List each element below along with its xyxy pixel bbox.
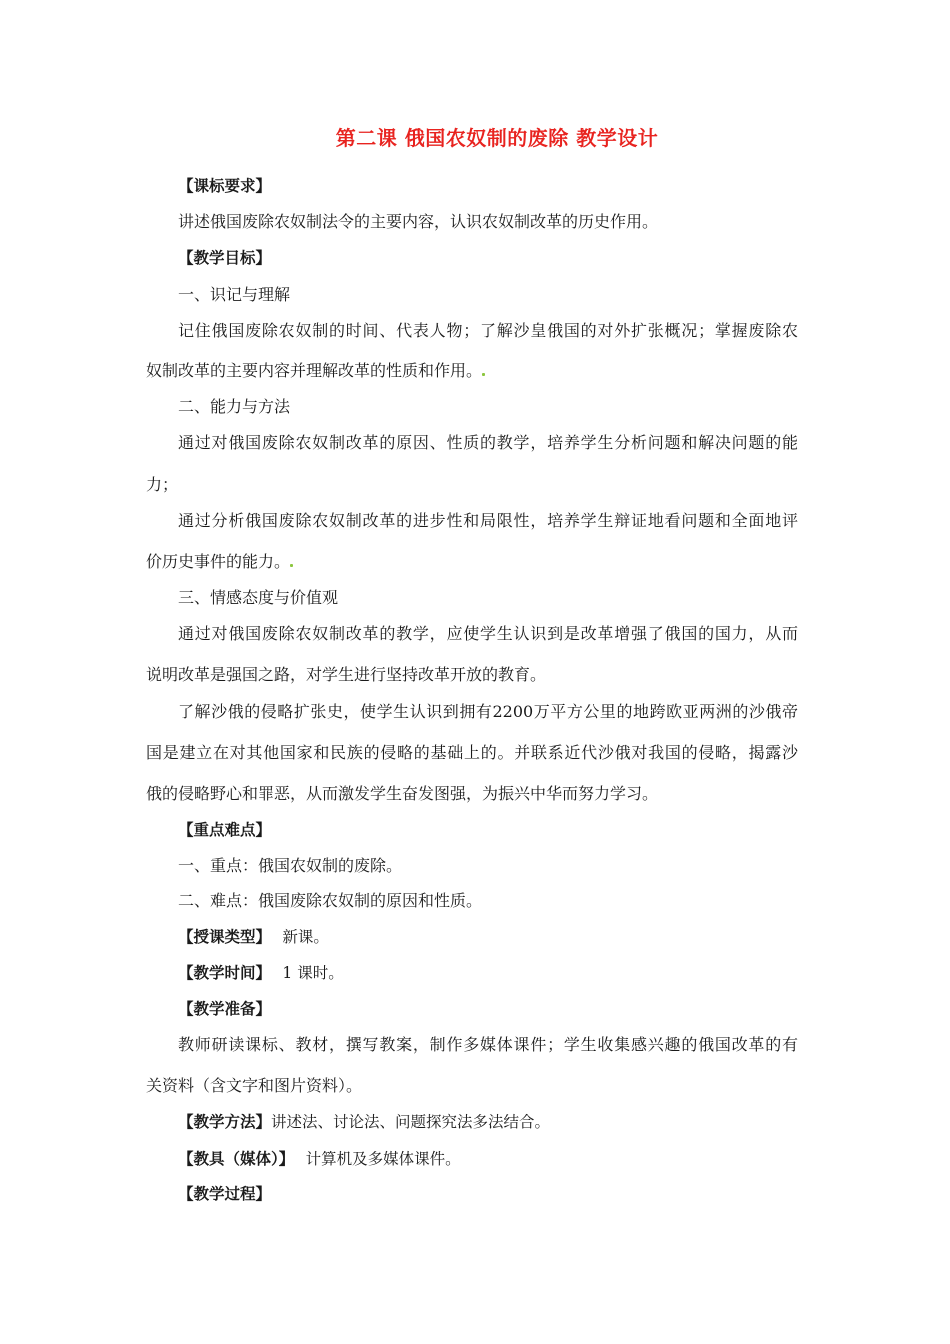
heading-preparation: 【教学准备】	[178, 1000, 272, 1018]
goal2-p1-line1: 通过对俄国废除农奴制改革的原因、性质的教学，培养学生分析问题和解决问题的能	[178, 433, 798, 452]
prep-line2: 关资料（含文字和图片资料）。	[146, 1076, 363, 1095]
heading-process: 【教学过程】	[178, 1185, 272, 1203]
lesson-type-value: 新课。	[282, 928, 329, 946]
goal3-p1-line2: 说明改革是强国之路，对学生进行坚持改革开放的教育。	[146, 665, 547, 684]
goal3-p2-line1: 了解沙俄的侵略扩张史，使学生认识到拥有2200万平方公里的地跨欧亚两洲的沙俄帝	[178, 702, 798, 721]
heading-method: 【教学方法】	[178, 1113, 272, 1131]
goal1-line2-wrap	[146, 360, 485, 382]
key-point: 一、重点：俄国农奴制的废除。	[178, 856, 403, 875]
heading-goals: 【教学目标】	[178, 249, 272, 267]
lesson-time-value: 1 课时。	[282, 964, 344, 982]
prep-line1: 教师研读课标、教材，撰写教案，制作多媒体课件；学生收集感兴趣的俄国改革的有	[178, 1035, 798, 1054]
goal2-p1-line2: 力；	[146, 475, 179, 494]
stray-mark	[290, 564, 293, 567]
goal2-p2-line2-wrap	[146, 551, 293, 573]
difficult-point: 二、难点：俄国废除农奴制的原因和性质。	[178, 891, 483, 910]
goal3-p2-line3: 俄的侵略野心和罪恶，从而激发学生奋发图强，为振兴中华而努力学习。	[146, 784, 659, 803]
heading-lesson-type: 【授课类型】	[178, 928, 272, 946]
heading-lesson-time: 【教学时间】	[178, 964, 272, 982]
goal1-title: 一、识记与理解	[178, 285, 291, 304]
method-value: 讲述法、讨论法、问题探究法多法结合。	[271, 1113, 551, 1131]
heading-key-points: 【重点难点】	[178, 821, 272, 839]
goal1-line1: 记住俄国废除农奴制的时间、代表人物；了解沙皇俄国的对外扩张概况；掌握废除农	[178, 321, 798, 340]
document-title: 第二课 俄国农奴制的废除 教学设计	[335, 126, 659, 150]
standard-text: 讲述俄国废除农奴制法令的主要内容，认识农奴制改革的历史作用。	[178, 212, 659, 231]
stray-mark	[482, 373, 485, 376]
lesson-time-row	[178, 962, 344, 984]
goal2-p2-line1: 通过分析俄国废除农奴制改革的进步性和局限性，培养学生辩证地看问题和全面地评	[178, 511, 798, 530]
heading-standard: 【课标要求】	[178, 177, 272, 195]
heading-tools: 【教具（媒体）】	[178, 1150, 295, 1168]
goal2-p2-line2: 价历史事件的能力。	[146, 552, 291, 571]
goal3-title: 三、情感态度与价值观	[178, 588, 339, 607]
method-row	[178, 1111, 550, 1133]
goal2-title: 二、能力与方法	[178, 397, 291, 416]
tools-value: 计算机及多媒体课件。	[305, 1150, 461, 1168]
goal3-p2-line2: 国是建立在对其他国家和民族的侵略的基础上的。并联系近代沙俄对我国的侵略，揭露沙	[146, 743, 798, 762]
goal1-line2: 奴制改革的主要内容并理解改革的性质和作用。	[146, 361, 483, 380]
lesson-type-row	[178, 926, 329, 948]
tools-row	[178, 1148, 461, 1170]
goal3-p1-line1: 通过对俄国废除农奴制改革的教学，应使学生认识到是改革增强了俄国的国力，从而	[178, 624, 798, 643]
